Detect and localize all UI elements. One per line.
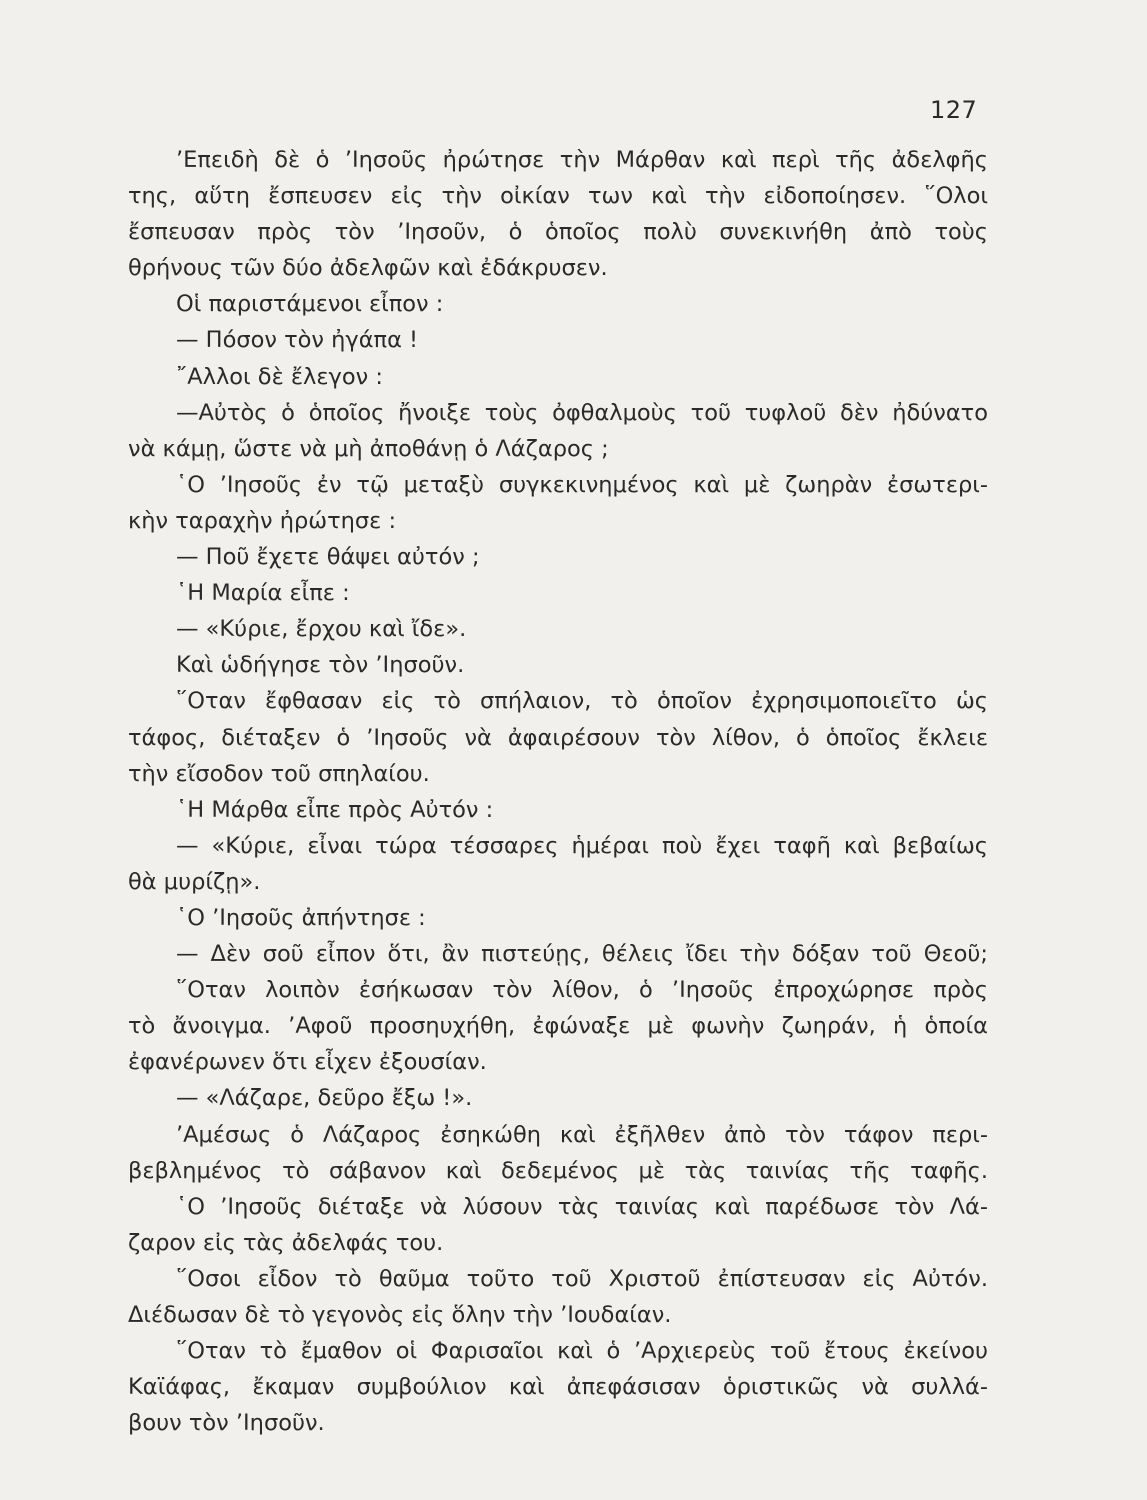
text-line: — Ποῦ ἔχετε θάψει αὐτόν ; [176, 544, 480, 571]
text-line: τὸ ἄνοιγμα. ’Αφοῦ προσηυχήθη, ἐφώναξε μὲ φωνὴν ζωηράν, ἡ ὁποία [128, 1013, 988, 1040]
text-line: ’Επειδὴ δὲ ὁ ’Ιησοῦς ἠρώτησε τὴν Μάρθαν καὶ περὶ τῆς ἀδελφῆς [176, 147, 988, 173]
text-line: — Πόσον τὸν ἠγάπα ! [176, 327, 419, 354]
text-line: βουν τὸν ’Ιησοῦν. [128, 1410, 325, 1437]
text-line: κὴν ταραχὴν ἠρώτησε : [128, 507, 397, 534]
text-line: ῎Αλλοι δὲ ἔλεγον : [176, 363, 383, 390]
text-line: ῞Οταν τὸ ἔμαθον οἱ Φαρισαῖοι καὶ ὁ ’Αρχιερεὺς τοῦ ἔτους ἐκείνου [176, 1338, 988, 1365]
text-line: ῾Ο ’Ιησοῦς διέταξε νὰ λύσουν τὰς ταινίας καὶ παρέδωσε τὸν Λά- [176, 1193, 988, 1220]
text-line: ῾Ο ’Ιησοῦς ἐν τῷ μεταξὺ συγκεκινημένος καὶ μὲ ζωηρὰν ἐσωτερι- [176, 471, 988, 498]
text-line: της, αὕτη ἔσπευσεν εἰς τὴν οἰκίαν των καὶ τὴν εἰδοποίησεν. ῞Ολοι [128, 183, 988, 210]
page-number: 127 [930, 96, 978, 124]
text-line: Οἱ παριστάμενοι εἶπον : [176, 291, 444, 318]
text-line: —Αὐτὸς ὁ ὁποῖος ἤνοιξε τοὺς ὀφθαλμοὺς τοῦ τυφλοῦ δὲν ἠδύνατο [176, 399, 988, 426]
text-line: — Δὲν σοῦ εἶπον ὅτι, ἂν πιστεύῃς, θέλεις ἴδει τὴν δόξαν τοῦ Θεοῦ; [176, 941, 988, 968]
text-line: — «Λάζαρε, δεῦρο ἔξω !». [176, 1085, 473, 1112]
text-line: Διέδωσαν δὲ τὸ γεγονὸς εἰς ὅλην τὴν ’Ιουδαίαν. [128, 1302, 672, 1328]
text-line: θρήνους τῶν δύο ἀδελφῶν καὶ ἐδάκρυσεν. [128, 255, 608, 282]
text-line: ῞Οταν λοιπὸν ἐσήκωσαν τὸν λίθον, ὁ ’Ιησοῦς ἐπροχώρησε πρὸς [176, 977, 988, 1004]
text-line: ζαρον εἰς τὰς ἀδελφάς του. [128, 1229, 444, 1256]
text-line: τάφος, διέταξεν ὁ ’Ιησοῦς νὰ ἀφαιρέσουν τὸν λίθον, ὁ ὁποῖος ἔκλειε [128, 724, 988, 751]
text-line: ἔσπευσαν πρὸς τὸν ’Ιησοῦν, ὁ ὁποῖος πολὺ συνεκινήθη ἀπὸ τοὺς [128, 219, 988, 246]
text-line: ῞Οσοι εἶδον τὸ θαῦμα τοῦτο τοῦ Χριστοῦ ἐπίστευσαν εἰς Αὐτόν. [176, 1265, 988, 1292]
text-line: τὴν εἴσοδον τοῦ σπηλαίου. [128, 760, 430, 787]
body-text [128, 142, 988, 1441]
text-line: ῾Η Μάρθα εἶπε πρὸς Αὐτόν : [176, 796, 494, 823]
text-line: θὰ μυρίζῃ». [128, 868, 261, 895]
text-line: ἐφανέρωνεν ὅτι εἶχεν ἐξουσίαν. [128, 1049, 487, 1076]
text-line: βεβλημένος τὸ σάβανον καὶ δεδεμένος μὲ τὰς ταινίας τῆς ταφῆς. [128, 1157, 988, 1184]
text-line: ῾Ο ’Ιησοῦς ἀπήντησε : [176, 904, 426, 931]
text-line: νὰ κάμῃ, ὥστε νὰ μὴ ἀποθάνῃ ὁ Λάζαρος ; [128, 435, 609, 462]
text-line: — «Κύριε, ἔρχου καὶ ἴδε». [176, 616, 467, 643]
text-line: Καϊάφας, ἔκαμαν συμβούλιον καὶ ἀπεφάσισαν ὁριστικῶς νὰ συλλά- [128, 1374, 988, 1401]
text-line: — «Κύριε, εἶναι τώρα τέσσαρες ἡμέραι ποὺ ἔχει ταφῆ καὶ βεβαίως [176, 832, 988, 859]
text-line: ’Αμέσως ὁ Λάζαρος ἐσηκώθη καὶ ἐξῆλθεν ἀπὸ τὸν τάφον περι- [176, 1121, 988, 1148]
text-line: Καὶ ὡδήγησε τὸν ’Ιησοῦν. [176, 652, 465, 679]
text-line: ῾Η Μαρία εἶπε : [176, 580, 350, 607]
text-line: ῞Οταν ἔφθασαν εἰς τὸ σπήλαιον, τὸ ὁποῖον ἐχρησιμοποιεῖτο ὡς [176, 688, 988, 715]
